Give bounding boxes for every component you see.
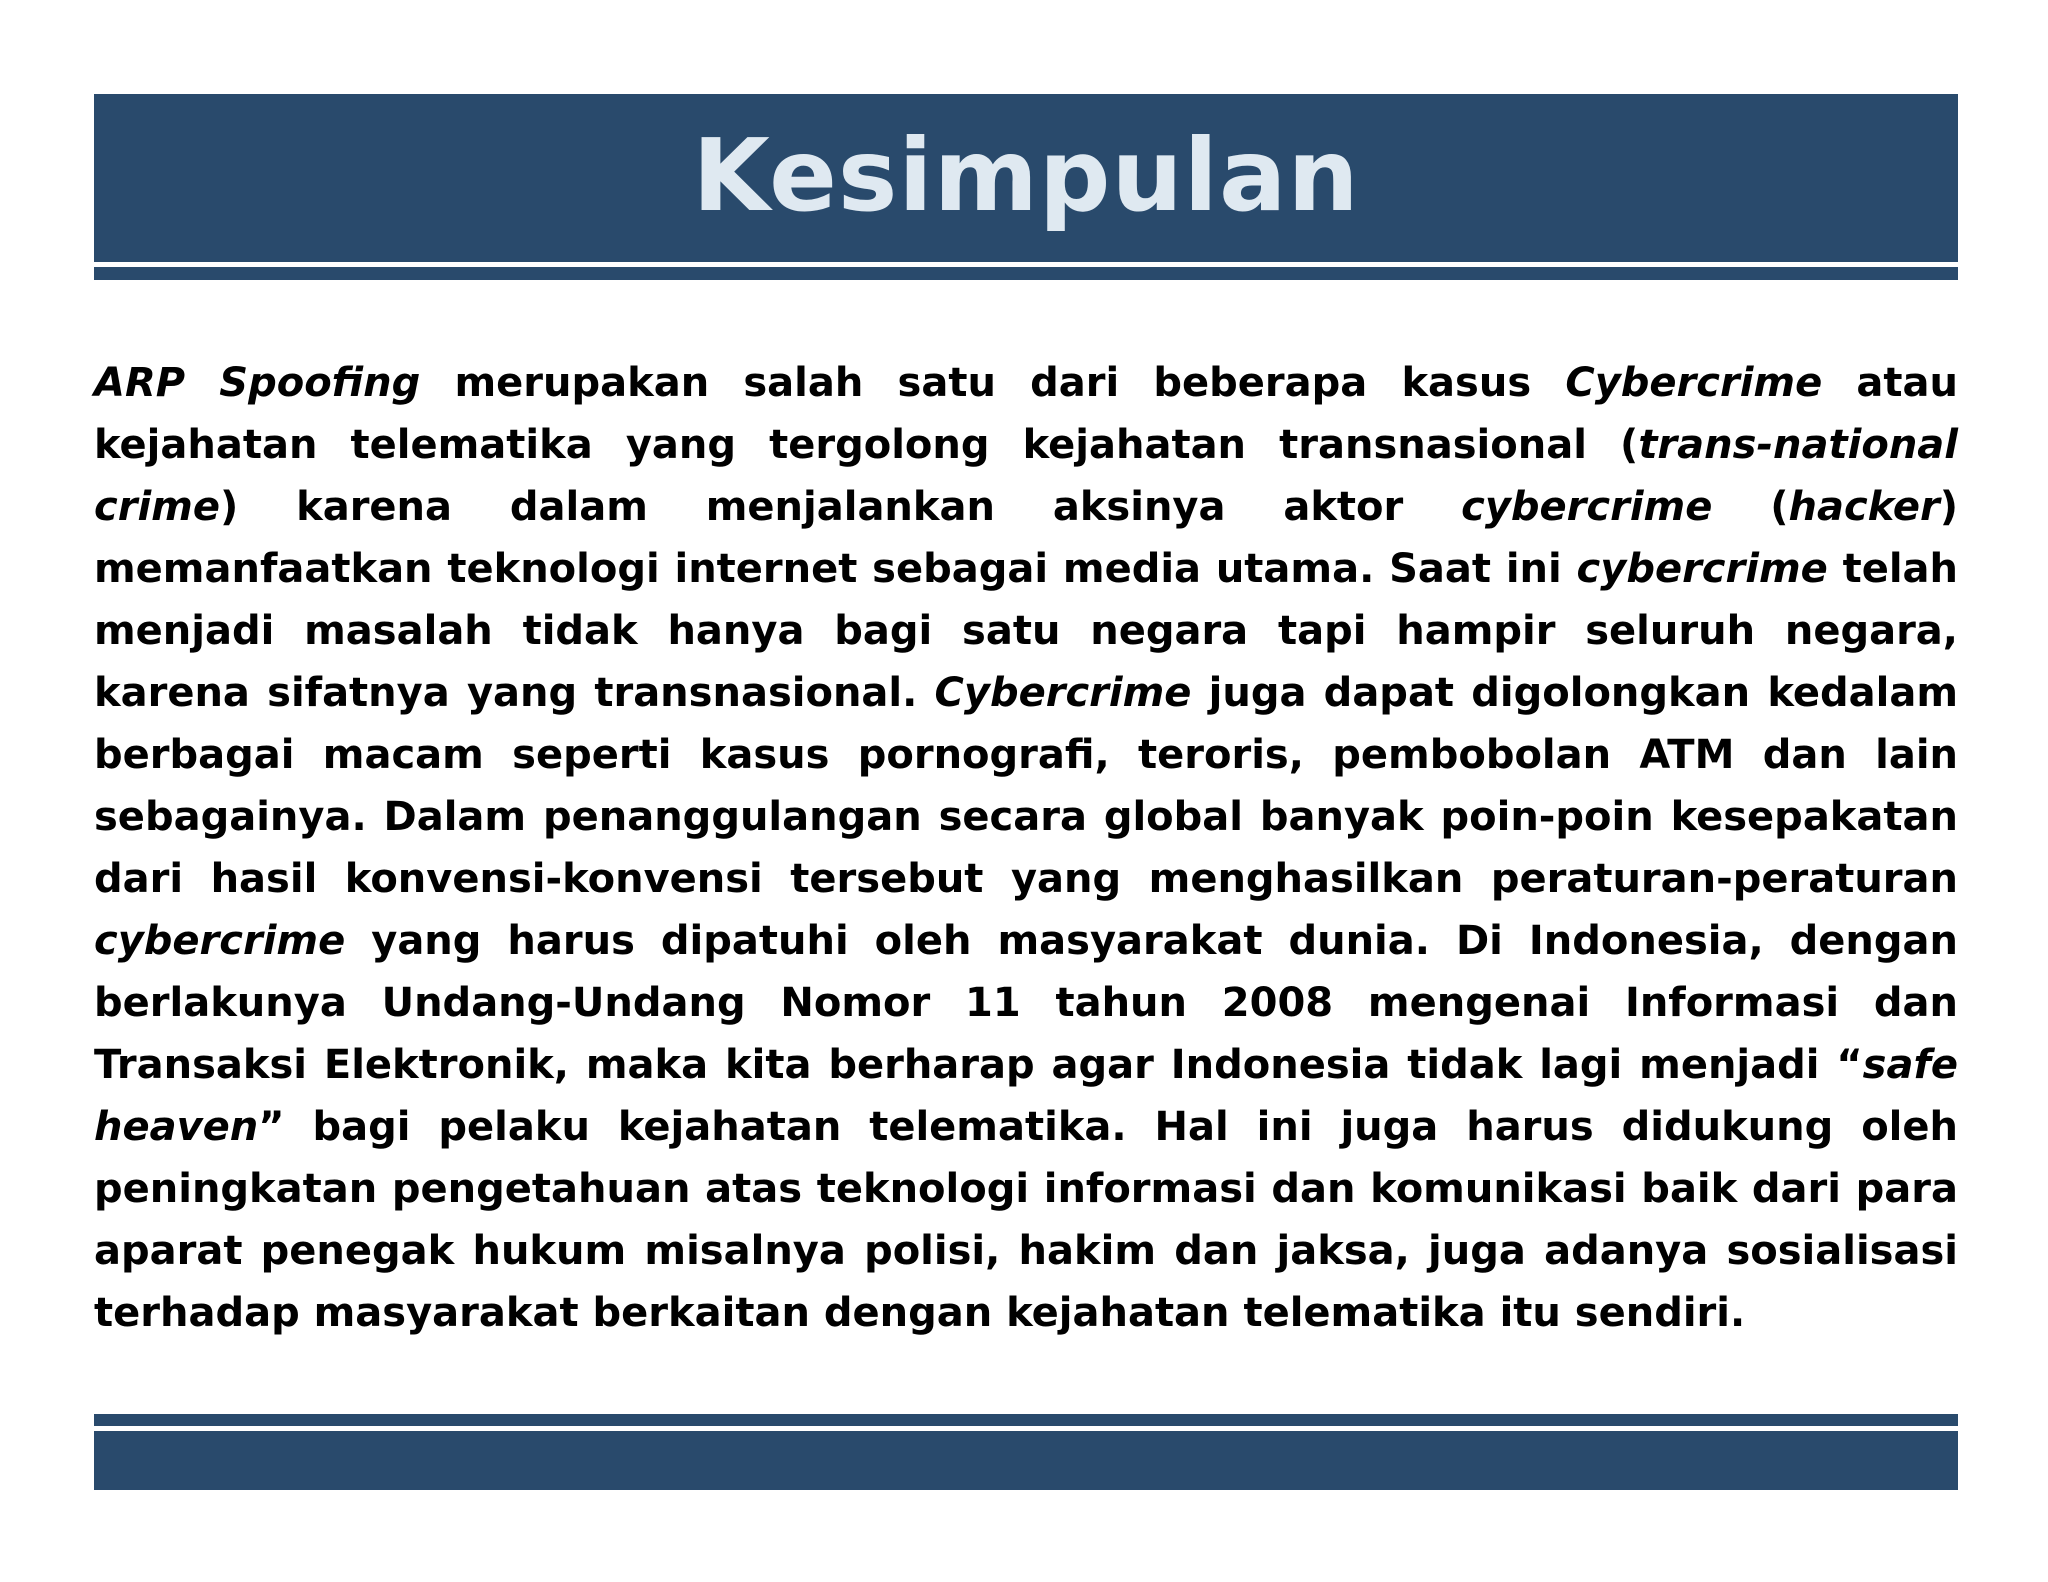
- paragraph-italic-term: Cybercrime: [934, 670, 1192, 716]
- paragraph-text-segment: (: [1712, 484, 1789, 530]
- paragraph-text-segment: juga dapat digolongkan kedalam berbagai macam seperti kasus pornografi, teroris, pembobolan ATM dan lain sebagainya. Dalam penanggulangan secara global banyak poin-poin kesepakatan dari hasil konvensi-konvensi tersebut yang menghasilkan peraturan-peraturan: [94, 670, 1958, 902]
- paragraph-text-segment: ) memanfaatkan teknologi internet sebagai media utama. Saat ini: [94, 484, 1958, 592]
- paragraph-text-segment: yang harus dipatuhi oleh masyarakat dunia. Di Indonesia, dengan berlakunya Undang-Undang Nomor 11 tahun 2008 mengenai Informasi dan Transaksi Elektronik, maka kita berharap agar Indonesia tidak lagi menjadi “: [94, 918, 1958, 1088]
- title-band: [94, 94, 1958, 262]
- paragraph-text-segment: atau kejahatan telematika yang tergolong kejahatan transnasional (: [94, 360, 1958, 468]
- paragraph-text-segment: ” bagi pelaku kejahatan telematika. Hal ini juga harus didukung oleh peningkatan pengetahuan atas teknologi informasi dan komunikasi baik dari para aparat penegak hukum misalnya polisi, hakim dan jaksa, juga adanya sosialisasi terhadap masyarakat berkaitan dengan kejahatan telematika itu sendiri.: [94, 1104, 1958, 1336]
- paragraph-text-segment: ) karena dalam menjalankan aksinya aktor: [219, 484, 1462, 530]
- paragraph-italic-term: ARP Spoofing: [94, 360, 421, 406]
- footer-band: [94, 1431, 1958, 1490]
- paragraph-italic-term: hacker: [1788, 484, 1940, 530]
- slide-title: Kesimpulan: [692, 117, 1360, 234]
- paragraph-italic-term: safe heaven: [94, 1042, 1958, 1150]
- paragraph-italic-term: trans-national crime: [94, 422, 1958, 530]
- paragraph-italic-term: Cybercrime: [1565, 360, 1823, 406]
- paragraph-text-segment: telah menjadi masalah tidak hanya bagi satu negara tapi hampir seluruh negara, karena sifatnya yang transnasional.: [94, 546, 1958, 716]
- paragraph-italic-term: cybercrime: [94, 918, 346, 964]
- conclusion-paragraph: [94, 352, 1958, 1344]
- title-underline-divider: [94, 267, 1958, 280]
- footer-divider-line: [94, 1414, 1958, 1426]
- paragraph-italic-term: cybercrime: [1576, 546, 1828, 592]
- paragraph-text-segment: merupakan salah satu dari beberapa kasus: [420, 360, 1566, 406]
- paragraph-italic-term: cybercrime: [1461, 484, 1713, 530]
